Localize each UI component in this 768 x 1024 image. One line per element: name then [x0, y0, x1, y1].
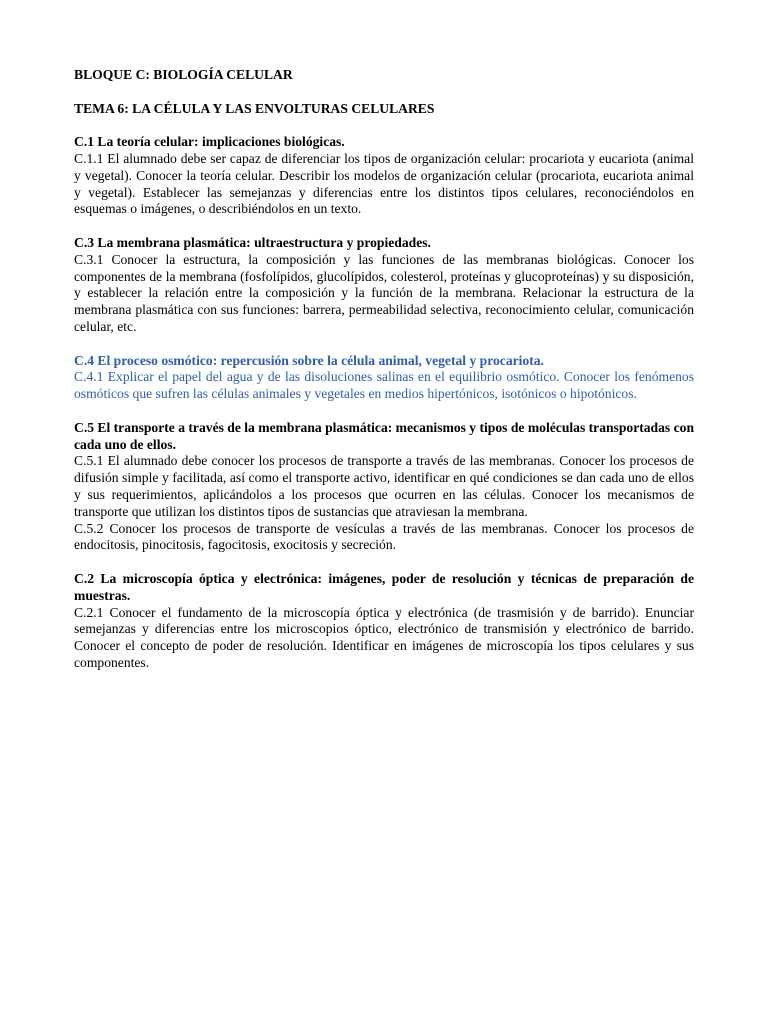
section-paragraph: C.2.1 Conocer el fundamento de la microscopía óptica y electrónica (de trasmisión y de barrido). Enunciar semejanzas y diferencias entre los microscopios óptico, electrónico de transmisión y electrónico de barrido. Conocer el concepto de poder de resolución. Identificar en imágenes de microscopía los tipos celulares y sus componentes. — [74, 604, 694, 670]
document-page — [74, 67, 694, 688]
section-paragraph: C.4.1 Explicar el papel del agua y de las disoluciones salinas en el equilibrio osmótico. Conocer los fenómenos osmóticos que sufren las células animales y vegetales en medios hipertónicos, isotónicos o hipotónicos. — [74, 369, 694, 402]
block-title: BLOQUE C: BIOLOGÍA CELULAR — [74, 67, 293, 82]
section-c3 — [74, 235, 694, 336]
section-heading: C.4 El proceso osmótico: repercusión sobre la célula animal, vegetal y procariota. — [74, 352, 544, 368]
section-c5 — [74, 420, 694, 554]
section-c4 — [74, 353, 694, 403]
tema-title: TEMA 6: LA CÉLULA Y LAS ENVOLTURAS CELULARES — [74, 100, 435, 116]
section-heading: C.2 La microscopía óptica y electrónica: imágenes, poder de resolución y técnicas de preparación de muestras. — [74, 570, 694, 603]
section-heading: C.5 El transporte a través de la membrana plasmática: mecanismos y tipos de moléculas transportadas con cada uno de ellos. — [74, 419, 694, 452]
section-paragraph: C.3.1 Conocer la estructura, la composición y las funciones de las membranas biológicas. Conocer los componentes de la membrana (fosfolípidos, glucolípidos, colesterol, proteínas y glucoproteínas) y su disposición, y establecer la relación entre la composición y la función de la membrana. Relacionar la estructura de la membrana plasmática con sus funciones: barrera, permeabilidad selectiva, reconocimiento celular, comunicación celular, etc. — [74, 251, 694, 334]
section-heading: C.3 La membrana plasmática: ultraestructura y propiedades. — [74, 234, 431, 250]
section-heading: C.1 La teoría celular: implicaciones biológicas. — [74, 134, 345, 150]
section-c1 — [74, 134, 694, 218]
section-paragraph: C.1.1 El alumnado debe ser capaz de diferenciar los tipos de organización celular: procariota y eucariota (animal y vegetal). Conocer la teoría celular. Describir los modelos de organización celular (procariota, eucariota animal y vegetal). Establecer las semejanzas y diferencias entre los distintos tipos celulares, reconociéndolos en esquemas o imágenes, o describiéndolos en un texto. — [74, 150, 694, 217]
section-paragraph: C.5.2 Conocer los procesos de transporte de vesículas a través de las membranas. Conocer los procesos de endocitosis, pinocitosis, fagocitosis, exocitosis y secreción. — [74, 520, 694, 553]
section-paragraph: C.5.1 El alumnado debe conocer los procesos de transporte a través de las membranas. Conocer los procesos de difusión simple y facilitada, así como el transporte activo, identificar en qué condiciones se dan cada uno de ellos y sus requerimientos, aplicándolos a los procesos que ocurren en las células. Conocer los mecanismos de transporte que utilizan los distintos tipos de sustancias que atraviesan la membrana. — [74, 453, 694, 519]
section-c2 — [74, 571, 694, 672]
